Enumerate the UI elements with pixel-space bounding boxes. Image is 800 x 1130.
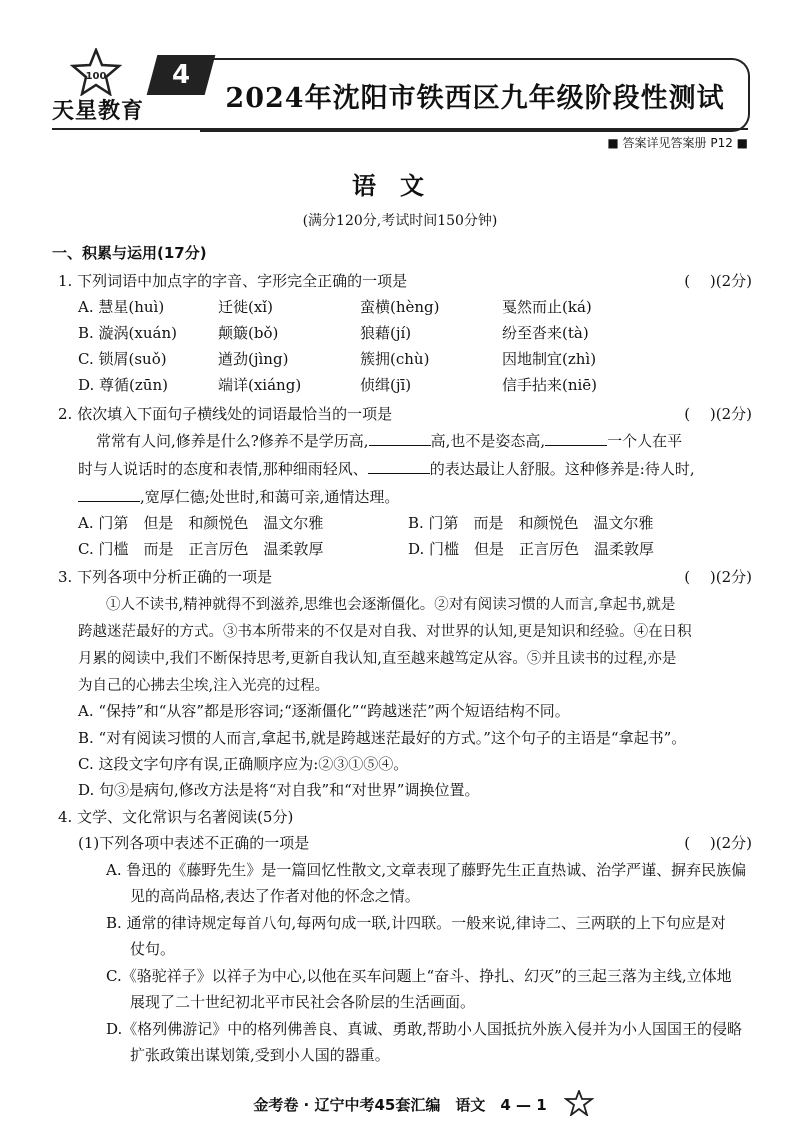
fill-blank — [369, 431, 431, 446]
q3-stem: 3. 下列各项中分析正确的一项是 — [58, 568, 273, 586]
q1-d-2: 端详(xiáng) — [218, 376, 302, 394]
q3-score: ( )(2分) — [684, 568, 752, 586]
title-underline — [52, 128, 748, 130]
subject-title: 语文 — [352, 171, 448, 200]
exam-title: 2024年沈阳市铁西区九年级阶段性测试 — [225, 83, 725, 114]
q1-d-3: 侦缉(jī) — [360, 376, 412, 394]
q1-a-4: 戛然而止(ká) — [502, 298, 592, 316]
q4-option-a: A. 鲁迅的《藤野先生》是一篇回忆性散文,文章表现了藤野先生正直热诚、治学严谨、摒弃民族偏 — [106, 861, 747, 879]
q4-option-a-cont: 见的高尚品格,表达了作者对他的怀念之情。 — [130, 887, 420, 905]
q2-option-a: A. 门第 但是 和颜悦色 温文尔雅 — [78, 514, 324, 532]
q4-option-d: D.《格列佛游记》中的格列佛善良、真诚、勇敢,帮助小人国抵抗外族入侵并为小人国国王的侵略 — [106, 1020, 743, 1038]
q1-d-4: 信手拈来(niē) — [502, 376, 598, 394]
q1-c-2: 遒劲(jìng) — [218, 350, 289, 368]
q4-option-b-cont: 仗句。 — [130, 940, 176, 958]
q3-passage-line: 跨越迷茫最好的方式。③书本所带来的不仅是对自我、对世界的认知,更是知识和经验。④在日积 — [78, 624, 692, 640]
q1-b-2: 颠簸(bǒ) — [218, 324, 279, 342]
q3-option-d: D. 句③是病句,修改方法是将“对自我”和“对世界”调换位置。 — [78, 781, 480, 799]
q2-text: 的表达最让人舒服。这种修养是:待人时, — [429, 460, 695, 478]
q4-score: ( )(2分) — [684, 834, 752, 852]
q1-b-3: 狼藉(jí) — [360, 324, 412, 342]
q1-a-1: A. 慧星(huì) — [78, 298, 165, 316]
q3-option-b: B. “对有阅读习惯的人而言,拿起书,就是跨越迷茫最好的方式。”这个句子的主语是“拿起书”。 — [78, 729, 687, 747]
q4-stem: 4. 文学、文化常识与名著阅读(5分) — [58, 808, 294, 826]
q2-passage-line — [78, 458, 695, 479]
q1-c-4: 因地制宜(zhì) — [502, 350, 597, 368]
q1-d-1: D. 尊循(zūn) — [78, 376, 168, 394]
q3-option-a: A. “保持”和“从容”都是形容词;“逐渐僵化”“跨越迷茫”两个短语结构不同。 — [78, 702, 570, 720]
q2-text: 一个人在平 — [607, 432, 683, 450]
q3-passage-line: 为自己的心拂去尘埃,注入光亮的过程。 — [78, 678, 330, 694]
q2-text: 高,也不是姿态高, — [430, 432, 546, 450]
fill-blank — [545, 431, 607, 446]
paper-number-badge — [147, 55, 216, 95]
brand-name: 天星教育 — [52, 99, 145, 124]
q1-c-3: 簇拥(chù) — [360, 350, 430, 368]
q1-b-1: B. 漩涡(xuán) — [78, 324, 177, 342]
q2-text: ,宽厚仁德;处世时,和蔼可亲,通情达理。 — [140, 488, 400, 506]
q2-option-c: C. 门槛 而是 正言厉色 温柔敦厚 — [78, 540, 324, 558]
q2-text: 时与人说话时的态度和表情,那种细雨轻风、 — [78, 460, 368, 478]
exam-meta: (满分120分,考试时间150分钟) — [302, 213, 498, 229]
paper-number: 4 — [171, 60, 191, 90]
q2-score: ( )(2分) — [684, 405, 752, 423]
q3-passage-line: ①人不读书,精神就得不到滋养,思维也会逐渐僵化。②对有阅读习惯的人而言,拿起书,就是 — [106, 597, 676, 613]
q4-option-d-cont: 扩张政策出谋划策,受到小人国的器重。 — [130, 1046, 390, 1064]
answer-note: ■ 答案详见答案册 P12 ■ — [607, 136, 748, 150]
q4-option-b: B. 通常的律诗规定每首八句,每两句成一联,计四联。一般来说,律诗二、三两联的上下句应是对 — [106, 914, 726, 932]
star-logo-icon — [70, 48, 122, 96]
q4-option-c-cont: 展现了二十世纪初北平市民社会各阶层的生活画面。 — [130, 993, 476, 1011]
q2-option-d: D. 门槛 但是 正言厉色 温柔敦厚 — [408, 540, 655, 558]
q2-stem: 2. 依次填入下面句子横线处的词语最恰当的一项是 — [58, 405, 393, 423]
q1-c-1: C. 锁屑(suǒ) — [78, 350, 167, 368]
q1-score: ( )(2分) — [684, 272, 752, 290]
q2-passage-line — [96, 430, 682, 451]
q1-b-4: 纷至沓来(tà) — [502, 324, 589, 342]
fill-blank — [368, 459, 430, 474]
q1-a-3: 蛮横(hèng) — [360, 298, 440, 316]
logo-inner-text: 100 — [85, 71, 107, 82]
q1-stem: 1. 下列词语中加点字的字音、字形完全正确的一项是 — [58, 272, 408, 290]
q1-a-2: 迁徙(xǐ) — [218, 298, 273, 316]
q3-passage-line: 月累的阅读中,我们不断保持思考,更新自我认知,直至越来越笃定从容。⑤并且读书的过程,亦是 — [78, 651, 677, 667]
page-footer: 金考卷 · 辽宁中考45套汇编 语文 4 — 1 — [253, 1096, 547, 1114]
section-heading: 一、积累与运用(17分) — [52, 244, 207, 262]
q3-option-c: C. 这段文字句序有误,正确顺序应为:②③①⑤④。 — [78, 755, 409, 773]
mascot-icon — [564, 1090, 594, 1116]
q4-sub-stem: (1)下列各项中表述不正确的一项是 — [78, 834, 310, 852]
q2-option-b: B. 门第 而是 和颜悦色 温文尔雅 — [408, 514, 654, 532]
brand-logo — [52, 48, 162, 128]
q2-text: 常常有人问,修养是什么?修养不是学历高, — [96, 432, 369, 450]
fill-blank — [78, 487, 140, 502]
q4-option-c: C.《骆驼祥子》以祥子为中心,以他在买车问题上“奋斗、挣扎、幻灭”的三起三落为主线,立体地 — [106, 967, 732, 985]
q2-passage-line — [78, 486, 399, 507]
